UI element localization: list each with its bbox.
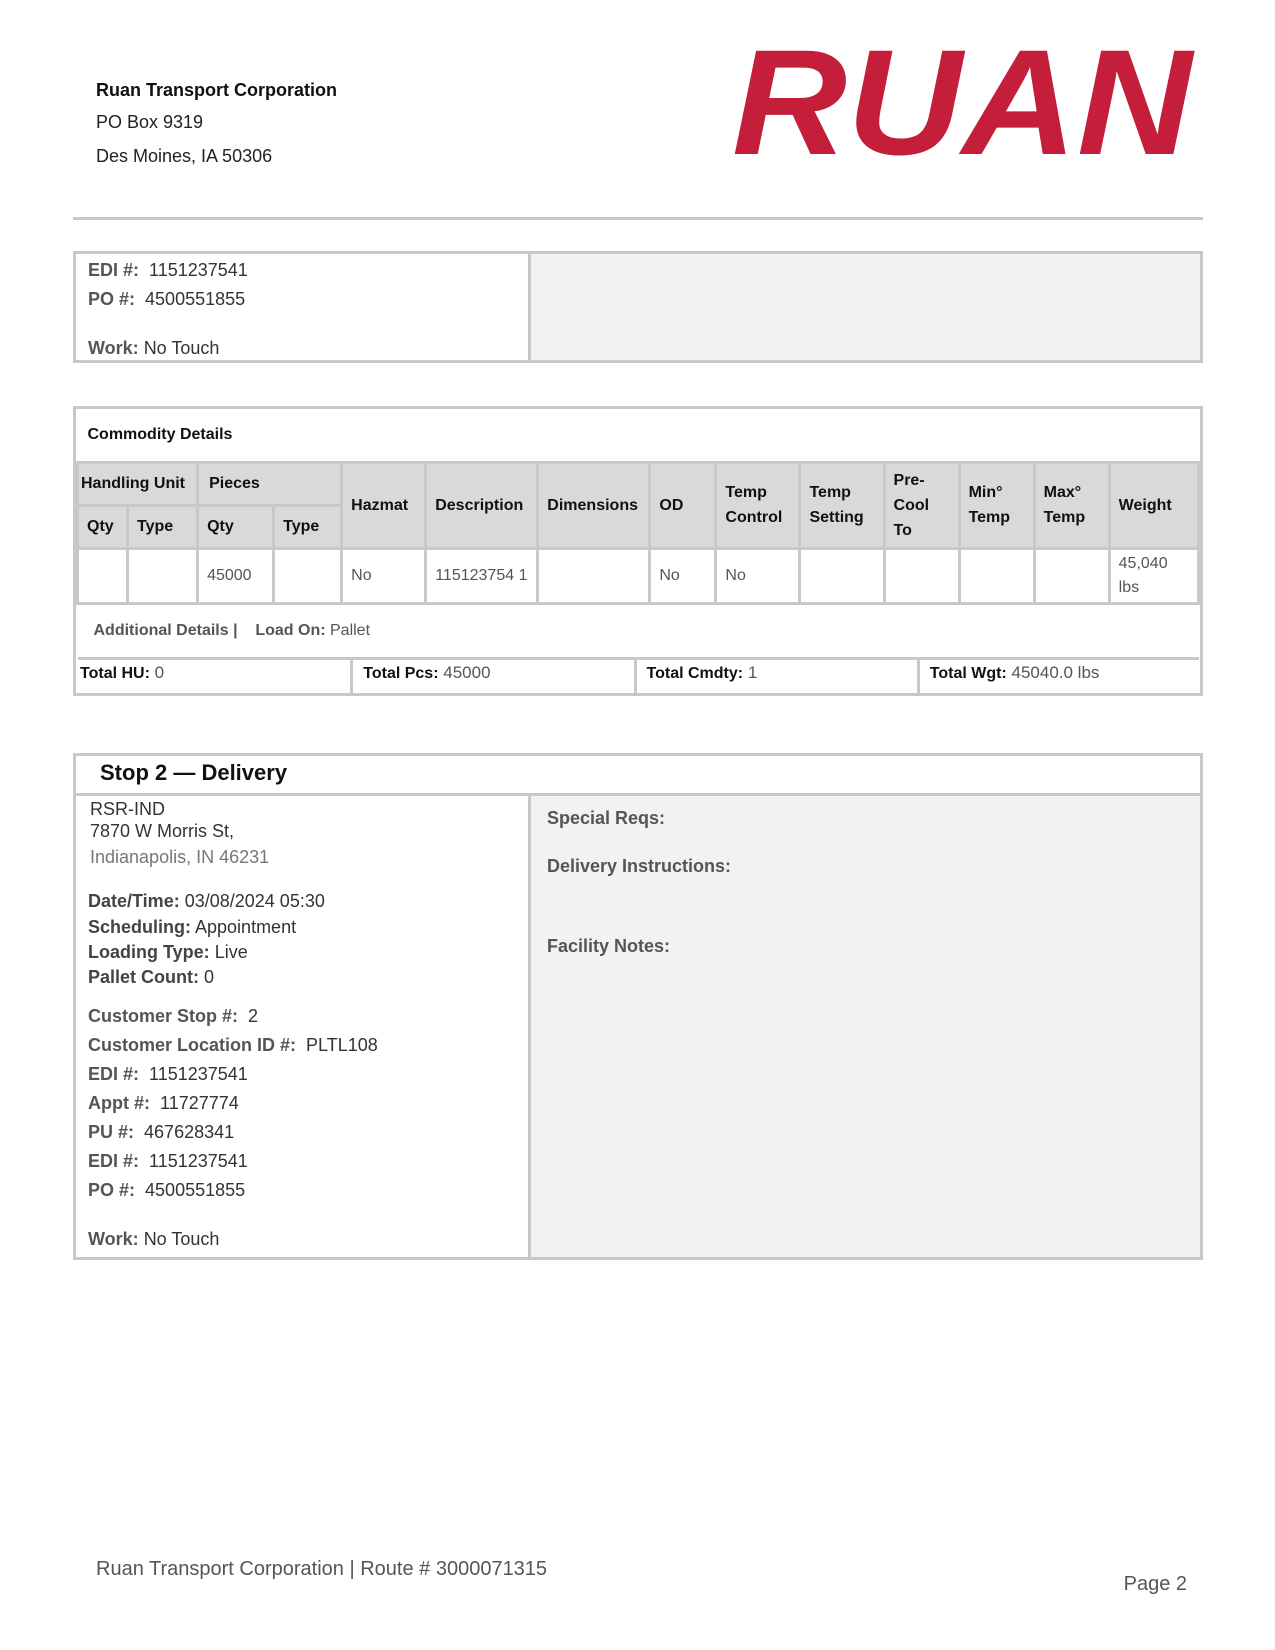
cell-description: 115123754 1 — [426, 548, 538, 603]
stop-po-row — [88, 1176, 516, 1205]
cell-od: No — [650, 548, 716, 603]
stop-edi-label: EDI #: — [88, 1064, 140, 1084]
customer-stop-row — [88, 1002, 516, 1031]
reference-notes-panel — [531, 254, 1200, 360]
customer-location-label: Customer Location ID #: — [88, 1035, 297, 1055]
cell-max-temp — [1034, 548, 1109, 603]
page-header — [0, 0, 1275, 220]
stop-notes-panel — [531, 796, 1200, 1257]
header-min-temp: Min° Temp — [959, 462, 1034, 548]
header-pre-cool-to: Pre- Cool To — [884, 462, 959, 548]
cell-temp-control: No — [716, 548, 800, 603]
po-label: PO #: — [88, 289, 136, 309]
company-address-line2: Des Moines, IA 50306 — [96, 146, 273, 166]
logo-text: RUAN — [732, 44, 1195, 162]
cell-min-temp — [959, 548, 1034, 603]
reference-details — [76, 254, 531, 360]
po-row — [88, 285, 516, 314]
datetime-label: Date/Time: — [88, 891, 180, 911]
header-pieces: Pieces — [198, 462, 342, 505]
header-weight: Weight — [1109, 462, 1198, 548]
commodity-title: Commodity Details — [78, 409, 1199, 462]
edi-row — [88, 256, 516, 285]
customer-stop-value: 2 — [248, 1006, 259, 1026]
header-hu-type: Type — [128, 505, 198, 548]
header-handling-unit: Handling Unit — [78, 462, 198, 505]
customer-location-value: PLTL108 — [306, 1035, 378, 1055]
header-pcs-qty: Qty — [198, 505, 274, 548]
stop-title: Stop 2 — Delivery — [76, 756, 1200, 796]
facility-notes-label: Facility Notes: — [547, 936, 671, 956]
stop-edi-value: 1151237541 — [149, 1064, 248, 1084]
scheduling-row — [88, 914, 516, 940]
delivery-instructions-label: Delivery Instructions: — [547, 856, 732, 876]
datetime-row — [88, 888, 516, 914]
customer-location-row — [88, 1031, 516, 1060]
stop-work-label: Work: — [88, 1229, 139, 1249]
edi-label: EDI #: — [88, 260, 140, 280]
stop-2-section — [73, 753, 1203, 1260]
total-wgt-label: Total Wgt: — [929, 664, 1007, 682]
page-number: Page 2 — [1123, 1573, 1187, 1595]
street-address: 7870 W Morris St, — [90, 821, 235, 841]
cell-weight: 45,040 lbs — [1109, 548, 1198, 603]
scheduling-label: Scheduling: — [88, 917, 191, 937]
commodity-details-table — [73, 406, 1203, 696]
location-name: RSR-IND — [90, 799, 165, 819]
stop-edi2-label: EDI #: — [88, 1151, 140, 1171]
stop-body — [76, 796, 1200, 1257]
total-pcs — [353, 660, 636, 693]
cell-temp-setting — [800, 548, 884, 603]
header-description: Description — [426, 462, 538, 548]
total-hu-label: Total HU: — [80, 664, 150, 682]
stop-work-value: No Touch — [143, 1229, 220, 1249]
cell-dimensions — [538, 548, 650, 603]
header-dimensions: Dimensions — [538, 462, 650, 548]
stop-po-value: 4500551855 — [145, 1180, 246, 1200]
additional-details — [78, 603, 1199, 658]
header-hazmat: Hazmat — [342, 462, 426, 548]
cell-hu-type — [128, 548, 198, 603]
pallet-count-value: 0 — [204, 967, 215, 987]
appt-label: Appt #: — [88, 1093, 150, 1113]
totals-row — [76, 660, 1200, 693]
pallet-count-label: Pallet Count: — [88, 967, 199, 987]
header-od: OD — [650, 462, 716, 548]
work-value: No Touch — [143, 338, 220, 358]
company-name: Ruan Transport Corporation — [96, 80, 338, 100]
header-temp-control: Temp Control — [716, 462, 800, 548]
company-address-line1: PO Box 9319 — [96, 112, 204, 132]
pu-value: 467628341 — [144, 1122, 235, 1142]
total-hu-value: 0 — [154, 662, 165, 682]
stop-details — [76, 796, 531, 1257]
header-max-temp: Max° Temp — [1034, 462, 1109, 548]
total-pcs-label: Total Pcs: — [363, 664, 439, 682]
pu-label: PU #: — [88, 1122, 135, 1142]
stop-work-row — [88, 1225, 516, 1254]
header-divider — [73, 217, 1203, 220]
loading-type-row — [88, 940, 516, 964]
total-wgt — [920, 660, 1200, 693]
appt-row — [88, 1089, 516, 1118]
header-pcs-type: Type — [274, 505, 342, 548]
stop-po-label: PO #: — [88, 1180, 136, 1200]
total-cmdty-value: 1 — [747, 662, 758, 682]
cell-pre-cool-to — [884, 548, 959, 603]
appt-value: 11727774 — [160, 1093, 239, 1113]
stop-edi2-row — [88, 1147, 516, 1176]
datetime-value: 03/08/2024 05:30 — [184, 891, 325, 911]
total-cmdty-label: Total Cmdty: — [646, 664, 744, 682]
customer-stop-label: Customer Stop #: — [88, 1006, 239, 1026]
header-temp-setting: Temp Setting — [800, 462, 884, 548]
header-hu-qty: Qty — [78, 505, 128, 548]
ruan-logo — [730, 44, 1195, 162]
loading-type-value: Live — [214, 942, 248, 962]
additional-details-label: Additional Details | — [93, 621, 238, 639]
cell-hazmat: No — [342, 548, 426, 603]
total-cmdty — [637, 660, 920, 693]
load-on-label: Load On: — [255, 621, 326, 639]
table-row — [78, 548, 1199, 603]
load-on-value: Pallet — [330, 621, 371, 639]
stop-edi2-value: 1151237541 — [149, 1151, 248, 1171]
total-pcs-value: 45000 — [443, 662, 491, 682]
work-label: Work: — [88, 338, 139, 358]
reference-box — [73, 251, 1203, 363]
city-state-zip: Indianapolis, IN 46231 — [90, 847, 270, 867]
po-value: 4500551855 — [145, 289, 246, 309]
footer-route: Ruan Transport Corporation | Route # 3000071315 — [96, 1558, 548, 1580]
total-hu — [76, 660, 353, 693]
pallet-count-row — [88, 964, 516, 990]
cell-pcs-type — [274, 548, 342, 603]
total-wgt-value: 45040.0 lbs — [1011, 662, 1100, 682]
work-row — [88, 334, 516, 363]
scheduling-value: Appointment — [195, 917, 297, 937]
stop-edi-row — [88, 1060, 516, 1089]
cell-hu-qty — [78, 548, 128, 603]
pu-row — [88, 1118, 516, 1147]
edi-value: 1151237541 — [149, 260, 248, 280]
cell-pcs-qty: 45000 — [198, 548, 274, 603]
loading-type-label: Loading Type: — [88, 942, 210, 962]
special-reqs-label: Special Reqs: — [547, 808, 666, 828]
